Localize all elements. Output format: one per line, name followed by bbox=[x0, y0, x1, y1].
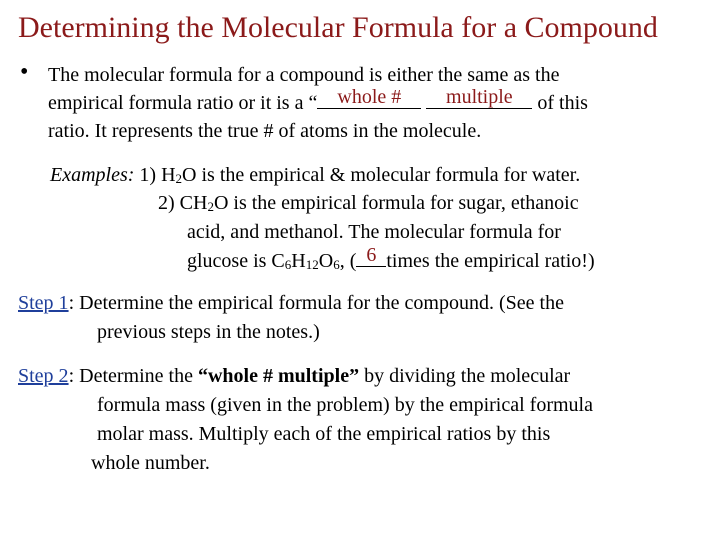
example-2 bbox=[158, 190, 579, 216]
example-2-line-2: acid, and methanol. The molecular formula for bbox=[187, 221, 561, 243]
answer-six: 6 bbox=[366, 244, 377, 266]
carbon-sub: 6 bbox=[284, 257, 292, 272]
answer-blank-six bbox=[356, 244, 386, 267]
oxygen-sub: 6 bbox=[333, 257, 340, 272]
step-1-line-2: previous steps in the notes.) bbox=[97, 321, 320, 343]
page-title: Determining the Molecular Formula for a Compound bbox=[18, 11, 658, 44]
answer-multiple: multiple bbox=[446, 86, 513, 108]
hydrogen: H bbox=[291, 250, 306, 272]
step-2-line-3: molar mass. Multiply each of the empirical ratios by this bbox=[97, 423, 551, 445]
step-2-pre: : Determine the bbox=[68, 365, 198, 387]
answer-whole-number: whole # bbox=[337, 86, 402, 108]
hydrogen-sub: 12 bbox=[305, 257, 319, 272]
step-1 bbox=[18, 290, 564, 316]
step-2-link[interactable]: Step 2 bbox=[18, 365, 69, 387]
step-1-text: : Determine the empirical formula for the compound. (See the bbox=[68, 292, 564, 314]
glucose-mid: , ( bbox=[339, 250, 357, 272]
step-2-line-4: whole number. bbox=[91, 452, 210, 474]
example-2-text: O is the empirical formula for sugar, ethanoic bbox=[213, 192, 579, 214]
answer-blank-whole-number bbox=[317, 86, 421, 109]
step-2-line-2: formula mass (given in the problem) by the empirical formula bbox=[97, 394, 593, 416]
bullet-line-3: ratio. It represents the true # of atoms in the molecule. bbox=[48, 120, 482, 142]
example-2-pre: 2) CH bbox=[158, 192, 208, 214]
example-1-text: O is the empirical & molecular formula for water. bbox=[182, 164, 581, 186]
bullet-line-2-text: empirical formula ratio or it is a “ bbox=[48, 92, 318, 114]
glucose-post: times the empirical ratio!) bbox=[386, 250, 595, 272]
examples-label: Examples: bbox=[50, 164, 135, 186]
glucose-pre: glucose is C bbox=[187, 250, 285, 272]
step-2-bold: “whole # multiple” bbox=[197, 365, 360, 387]
bullet-line-1: The molecular formula for a compound is either the same as the bbox=[48, 64, 560, 86]
example-1-pre: 1) H bbox=[134, 164, 176, 186]
bullet-line-2-end: of this bbox=[532, 92, 588, 114]
example-2-line-3 bbox=[187, 244, 595, 274]
example-1-sub: 2 bbox=[175, 171, 183, 186]
oxygen: O bbox=[318, 250, 334, 272]
bullet-icon: • bbox=[20, 59, 29, 85]
step-2-post: by dividing the molecular bbox=[359, 365, 571, 387]
example-1 bbox=[50, 162, 580, 188]
step-2 bbox=[18, 363, 570, 389]
answer-blank-multiple bbox=[426, 86, 532, 109]
bullet-line-2 bbox=[48, 86, 588, 116]
example-2-sub: 2 bbox=[207, 199, 214, 214]
step-1-link[interactable]: Step 1 bbox=[18, 292, 69, 314]
